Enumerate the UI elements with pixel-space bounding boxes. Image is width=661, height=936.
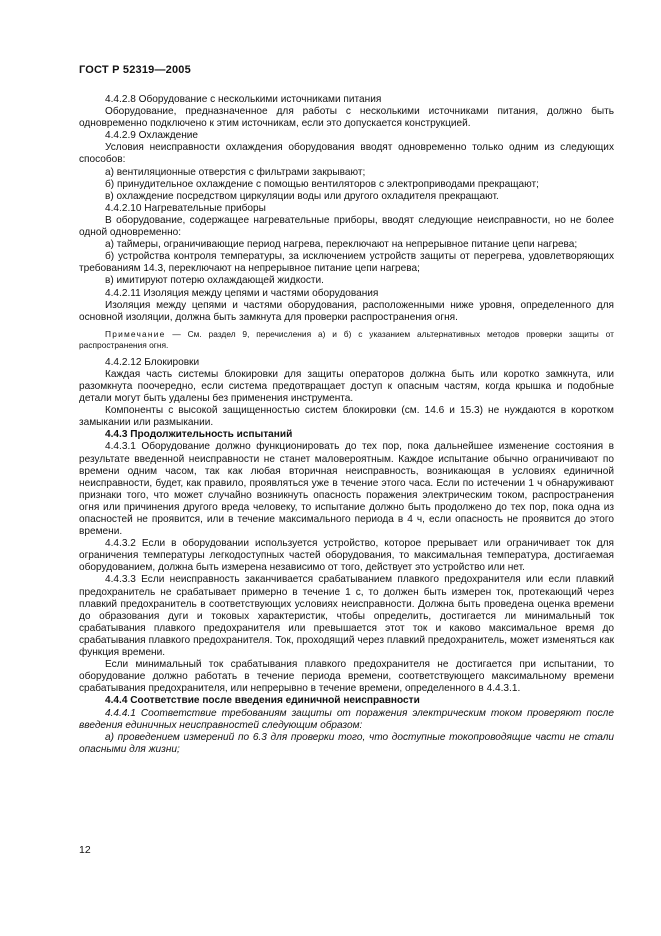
section-4-4-2-12-text-1: Каждая часть системы блокировки для защиты операторов должна быть или коротко замкнута, или разомкнута поочередно, если система предотвращает доступ к опасным частям, когда крышка и подобные детали могут быть удалены без применения инструмента.: [79, 368, 614, 405]
list-item: в) охлаждение посредством циркуляции воды или другого охладителя прекращают.: [105, 190, 499, 202]
section-4-4-2-12-title: 4.4.2.12 Блокировки: [105, 356, 200, 368]
section-4-4-2-10-title: 4.4.2.10 Нагревательные приборы: [105, 202, 266, 214]
list-item: а) проведением измерений по 6.3 для проверки того, что доступные токопроводящие части не стали опасными для жизни;: [79, 731, 614, 755]
note-label: Примечание: [105, 328, 166, 339]
list-item: б) устройства контроля температуры, за исключением устройств защиты от перегрева, удовлетворяющих требованиям 14.3, переключают на непрерывное питание цепи нагрева;: [79, 251, 614, 275]
note-text: — См. раздел 9, перечисления а) и б) с указанием альтернативных методов проверки защиты от распространения огня.: [79, 328, 614, 350]
note: [79, 329, 614, 351]
section-4-4-3-3-text-1: 4.4.3.3 Если неисправность заканчивается срабатыванием плавкого предохранителя или если плавкий предохранитель не срабатывает примерно в течение 1 с, то должен быть измерен ток, протекающий через плавкий предохранитель в соответствующих условиях неисправности. Должна быть проведена оценка времени до образования дуги и токовых характеристик, чтобы определить, достигается ли минимальный ток срабатывания плавкого предохранителя или превышается этот ток и каково максимальное время до срабатывания плавкого предохранителя. Ток, проходящий через плавкий предохранитель, может изменяться как функция времени.: [79, 574, 614, 659]
section-4-4-3-1-text: 4.4.3.1 Оборудование должно функционировать до тех пор, пока дальнейшее изменение состояния в результате введенной неисправности не станет маловероятным. Каждое испытание обычно ограничивают по времени одним часом, так как любая вторичная неисправность, возникающая в условиях единичной неисправности, будет, как правило, проявляться уже в течение этого часа. Если по истечении 1 ч обнаруживают признаки того, что может случайно возникнуть опасность поражения электрическим током, распространения огня или причинения другого вреда человеку, то испытание должно быть продолжено до тех пор, пока одна из опасностей не проявится, или в течение максимального периода в 4 ч, если опасность не проявится до этого времени.: [79, 441, 614, 538]
document-header: ГОСТ Р 52319—2005: [79, 64, 191, 76]
section-4-4-3-3-text-2: Если минимальный ток срабатывания плавкого предохранителя не достигается при испытании, то оборудование должно работать в течение периода времени, соответствующего максимальному времени срабатывания предохранителя, или непрерывно в течение времени, определенного в 4.4.3.1.: [79, 659, 614, 695]
section-4-4-3-title: 4.4.3 Продолжительность испытаний: [105, 429, 293, 441]
page-number: 12: [79, 844, 91, 856]
section-4-4-2-11-title: 4.4.2.11 Изоляция между цепями и частями оборудования: [105, 287, 379, 299]
section-4-4-2-12-text-2: Компоненты с высокой защищенностью систем блокировки (см. 14.6 и 15.3) не нуждаются в коротком замыкании или размыкании.: [79, 405, 614, 429]
section-4-4-2-11-text: Изоляция между цепями и частями оборудования, расположенными ниже уровня, определенного для основной изоляции, должна быть замкнута для проверки распространения огня.: [79, 299, 614, 323]
section-4-4-4-1-text: 4.4.4.1 Соответствие требованиям защиты от поражения электрическим током проверяют после введения единичных неисправностей следующим образом:: [79, 707, 614, 731]
list-item: а) таймеры, ограничивающие период нагрева, переключают на непрерывное питание цепи нагрева;: [105, 239, 578, 251]
section-4-4-2-10-text: В оборудование, содержащее нагревательные приборы, вводят следующие неисправности, но не более одной одновременно:: [79, 214, 614, 239]
section-4-4-2-9-title: 4.4.2.9 Охлаждение: [105, 130, 199, 142]
list-item: б) принудительное охлаждение с помощью вентиляторов с электроприводами прекращают;: [105, 178, 539, 190]
document-body: [79, 94, 614, 756]
section-4-4-2-8-text: Оборудование, предназначенное для работы с несколькими источниками питания, должно быть одновременно подключено к этим источникам, если это допускается конструкцией.: [79, 106, 614, 130]
section-4-4-2-8-title: 4.4.2.8 Оборудование с несколькими источниками питания: [105, 94, 382, 105]
section-4-4-2-9-text: Условия неисправности охлаждения оборудования вводят одновременно только одним из следующих способов:: [79, 142, 614, 166]
list-item: в) имитируют потерю охлаждающей жидкости.: [105, 275, 324, 287]
section-4-4-4-title: 4.4.4 Соответствие после введения единичной неисправности: [105, 695, 420, 707]
list-item: а) вентиляционные отверстия с фильтрами закрывают;: [105, 166, 366, 178]
section-4-4-3-2-text: 4.4.3.2 Если в оборудовании используется устройство, которое прерывает или ограничивает ток для ограничения температуры легкодоступных частей оборудования, то максимальная температура, достигаемая оборудованием, должна быть измерена независимо от того, действует это устройство или нет.: [79, 538, 614, 574]
